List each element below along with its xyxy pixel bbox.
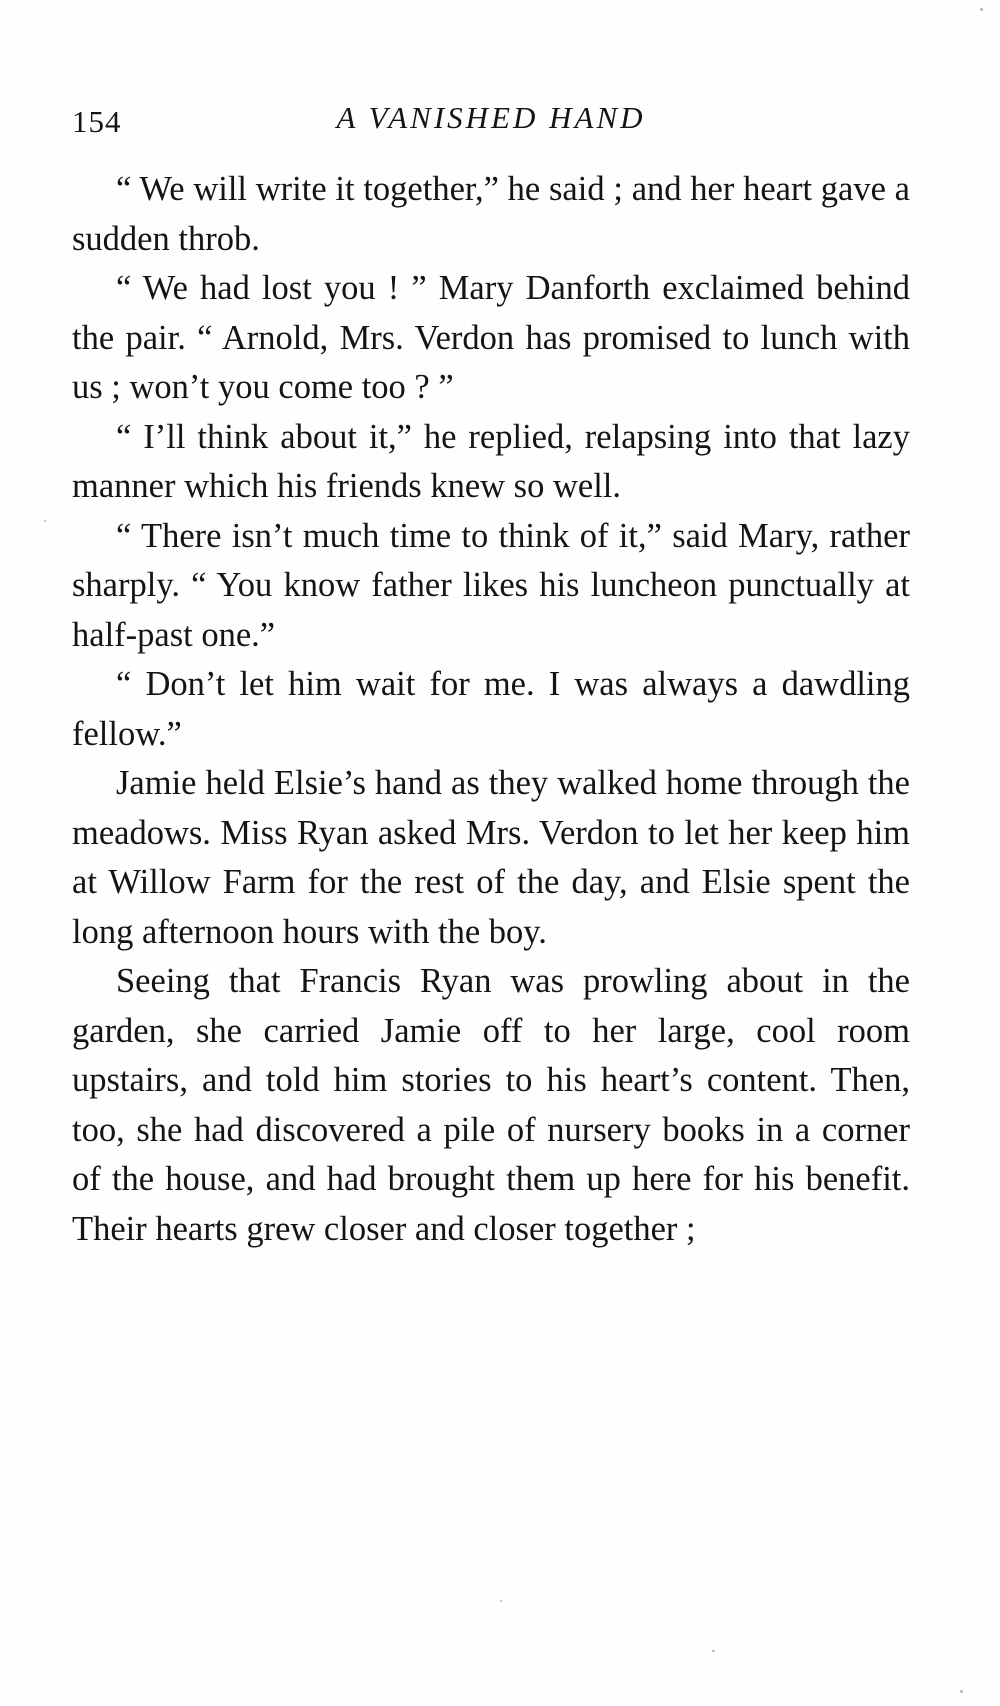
running-title: A VANISHED HAND [336,100,646,135]
paper-speck [500,1600,502,1602]
page-number: 154 [72,104,122,139]
paragraph: “ Don’t let him wait for me. I was always a dawdling fellow.” [72,665,910,753]
paper-speck [980,8,983,11]
body-text [72,165,910,1254]
page-header [72,100,910,140]
paper-speck [960,1690,963,1693]
paragraph: Jamie held Elsie’s hand as they walked home through the meadows. Miss Ryan asked Mrs. Verdon to let her keep him at Willow Farm for the rest of the day, and Elsie spent the long afternoon hours with the boy. [72,764,910,951]
paragraph: “ We will write it together,” he said ; and her heart gave a sudden throb. [72,170,910,258]
paper-speck [712,1650,715,1652]
paragraph: “ There isn’t much time to think of it,” said Mary, rather sharply. “ You know father likes his luncheon punctually at half-past one.” [72,516,910,654]
paragraph: “ I’ll think about it,” he replied, relapsing into that lazy manner which his friends knew so well. [72,417,910,505]
paragraph: “ We had lost you ! ” Mary Danforth exclaimed behind the pair. “ Arnold, Mrs. Verdon has promised to lunch with us ; won’t you come too ? ” [72,269,910,406]
paragraph: Seeing that Francis Ryan was prowling about in the garden, she carried Jamie off to her large, cool room upstairs, and told him stories to his heart’s content. Then, too, she had discovered a pile of nursery books in a corner of the house, and had brought them up here for his benefit. Their hearts grew closer and closer together ; [72,962,910,1248]
paper-speck [44,520,46,522]
